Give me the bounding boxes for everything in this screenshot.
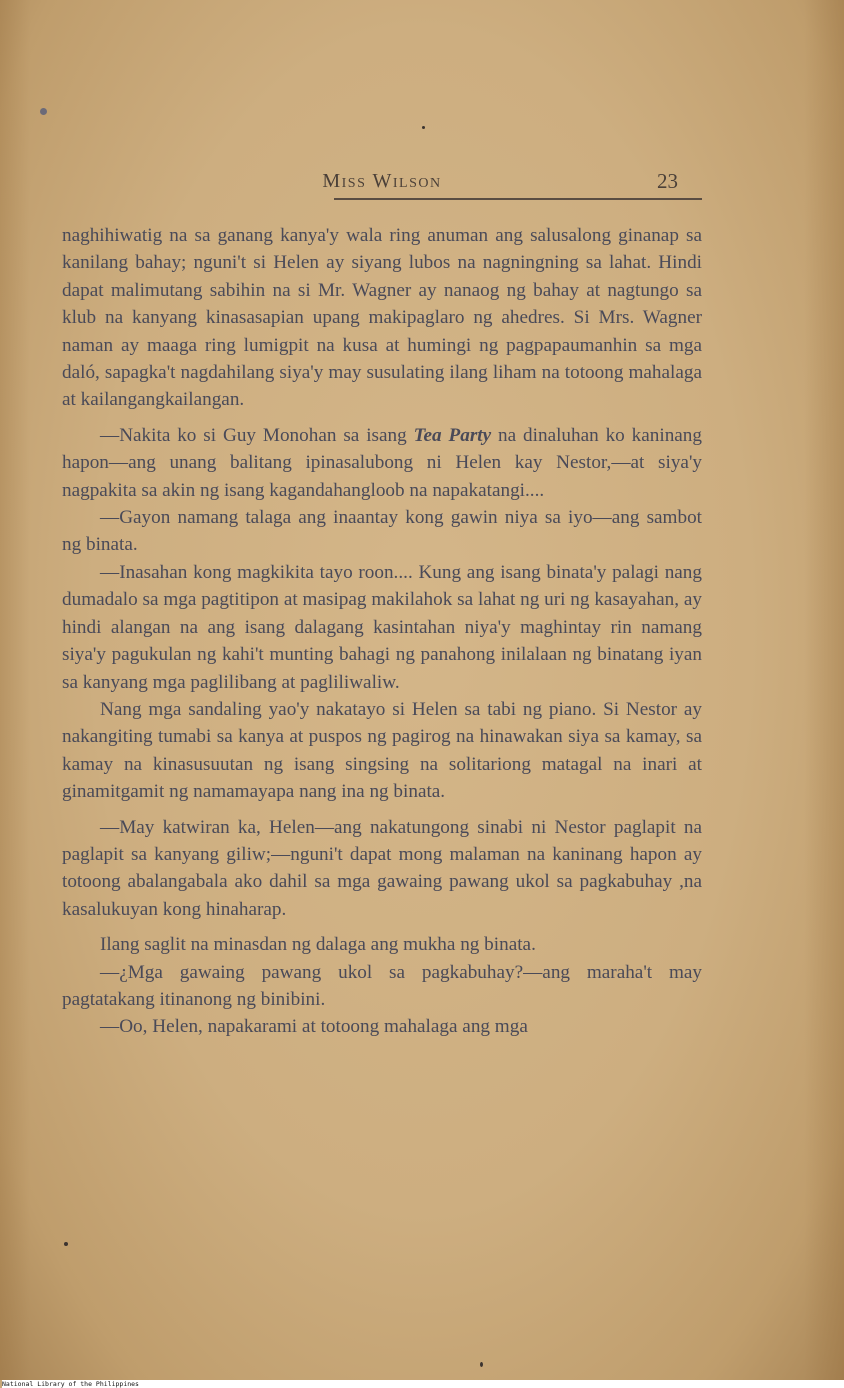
header-rule [334,198,702,200]
paragraph: Nang mga sandaling yao'y nakatayo si Helen sa tabi ng piano. Si Nestor ay nakangiting tumabi sa kanya at puspos ng pagirog na hinawakan siya sa kamay, sa kamay na kinasusuutan ng isang singsing na solitariong matagal na inari at ginamitgamit ng namamayapa nang ina ng binata. [62,698,702,803]
page-number: 23 [657,169,678,193]
paragraph: naghihiwatig na sa ganang kanya'y wala ring anuman ang salusalong ginanap sa kanilang bahay; nguni't si Helen ay siyang lubos na nagningning sa lahat. Hindi dapat malimutang sabihin na si Mr. Wagner ay nanaog ng bahay at nagtungo sa klub na kanyang kinasasapian upang makipaglaro ng ahedres. Si Mrs. Wagner naman ay maaga ring lumigpit na kusa at humingi ng pagpapaumanhin sa mga daló, sapagka't nagdahilang siya'y may susulating ilang liham na totoong mahalaga at kailangangkailangan. [62,225,702,411]
page-edge-shadow-left [0,0,30,1380]
paragraph: —May katwiran ka, Helen—ang nakatungong sinabi ni Nestor paglapit na paglapit sa kanyang giliw;—nguni't dapat mong malaman na kaninang hapon ay totoong abalangabala ako dahil sa mga gawaing pawang ukol sa pagkabuhay ,na kasalukuyan kong hinaharap. [62,816,702,920]
body-text [62,222,702,1041]
paragraph-text: —Nakita ko si Guy Monohan sa isang Tea Party na dinaluhan ko kaninang hapon—ang unang balitang ipinasalubong ni Helen kay Nestor,—at siya'y nagpakita sa akin ng isang kagandahangloob na napakatangi.... [62,424,702,501]
ink-speck [40,108,47,115]
ink-speck [422,126,425,129]
italic-phrase: Tea Party [413,424,492,446]
ink-speck [480,1362,483,1367]
paragraph: —¿Mga gawaing pawang ukol sa pagkabuhay?—ang maraha't may pagtatakang itinanong ng binibini. [62,961,702,1010]
page-edge-shadow-right [804,0,844,1380]
ink-speck [64,1242,68,1246]
library-credit: National Library of the Philippines [2,1380,844,1388]
running-title: Miss Wilson [322,170,442,192]
running-header [62,168,702,202]
paragraph: Ilang saglit na minasdan ng dalaga ang mukha ng binata. [100,934,536,956]
paragraph: —Gayon namang talaga ang inaantay kong gawin niya sa iyo—ang sambot ng binata. [62,507,702,556]
paragraph: —Inasahan kong magkikita tayo roon.... Kung ang isang binata'y palagi nang dumadalo sa mga pagtitipon at masipag makilahok sa lahat ng uri ng kasayahan, ay hindi alangan na ang isang dalagang kasintahan niya'y maghintay rin namang siya'y pagukulan ng kahi't munting bahagi ng panahong inilalaan ng binatang iyan sa kanyang mga paglilibang at pagliliwaliw. [62,561,702,693]
paragraph: —Oo, Helen, napakarami at totoong mahalaga ang mga [100,1016,528,1038]
paragraph [62,422,702,504]
